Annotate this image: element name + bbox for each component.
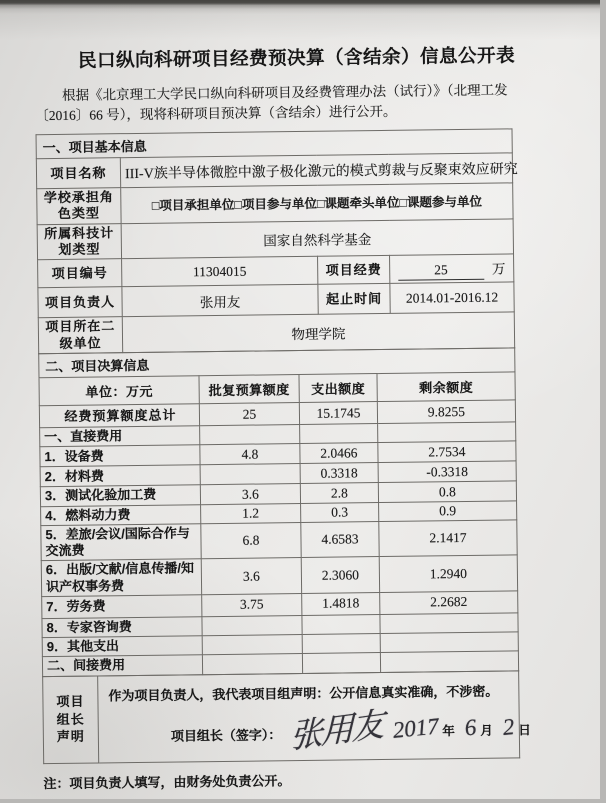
budget-cell-remaining: 0.8: [378, 481, 516, 502]
intro-line-2: 〔2016〕66 号），现将科研项目预决算（含结余）进行公开。: [35, 103, 397, 123]
budget-row-label: 9．其他支出: [42, 636, 202, 657]
handwritten-day: 2: [501, 713, 516, 740]
project-name-label: 项目名称: [36, 158, 120, 189]
plan-type-row: [37, 219, 513, 260]
budget-row-label: 经费预算额度总计: [39, 404, 199, 428]
budget-cell-approved: [202, 654, 302, 674]
page-title: 民口纵向科研项目经费预决算（含结余）信息公开表: [77, 46, 516, 72]
budget-cell-remaining: -0.3318: [378, 461, 516, 483]
budget-cell-spent: [302, 634, 380, 654]
funding-unit: 万: [491, 261, 506, 277]
budget-row-label: 4．燃料动力费: [41, 504, 201, 525]
signature-handwritten: 张用友: [289, 707, 382, 757]
duration-value: 2014.01-2016.12: [390, 282, 514, 314]
section-budget-title: 二、项目决算信息: [39, 348, 515, 378]
role-type-label: 学校承担角色类型: [37, 188, 121, 225]
project-number-value: 11304015: [122, 256, 318, 286]
project-name-value: III-V族半导体微腔中激子极化激元的模式剪裁与反聚束效应研究: [120, 153, 512, 188]
budget-cell-approved: 3.6: [201, 558, 301, 595]
month-character: 月: [480, 723, 493, 738]
budget-row-label: 一、直接费用: [40, 426, 200, 447]
budget-row-label: 3．测试化验加工费: [40, 485, 200, 506]
declaration-body: [98, 670, 531, 762]
col-header-remaining: 剩余额度: [377, 372, 515, 402]
budget-cell-spent: 4.6583: [301, 521, 379, 557]
funding-amount-underlined: 25: [398, 261, 484, 280]
budget-cell-approved: 1.2: [201, 503, 301, 523]
declaration-statement: 作为项目负责人，我代表项目组声明：公开信息真实准确，不涉密。: [108, 683, 499, 703]
pi-label: 项目负责人: [38, 287, 122, 318]
unit-value: 物理学院: [122, 312, 514, 353]
budget-row-publication: [41, 555, 517, 596]
budget-cell-remaining: 9.8255: [377, 400, 515, 424]
budget-cell-remaining: 2.1417: [379, 520, 517, 557]
budget-cell-remaining: 0.9: [379, 500, 517, 521]
budget-cell-approved: [200, 464, 300, 485]
unit-label: 项目所在二级单位: [38, 317, 122, 354]
budget-cell-approved: [202, 615, 302, 635]
footnote: 注：项目负责人填写，由财务处负责公开。: [43, 772, 291, 791]
budget-cell-approved: [200, 425, 300, 445]
role-type-row: [37, 183, 513, 224]
budget-cell-remaining: [378, 422, 516, 443]
duration-label: 起止时间: [318, 284, 390, 315]
budget-row-label: 2．材料费: [40, 465, 200, 487]
photo-top-edge: [0, 0, 600, 14]
budget-cell-remaining: 1.2940: [379, 555, 517, 592]
budget-cell-remaining: [380, 651, 518, 672]
budget-row-label: 5．差旅/会议/国际合作与交流费: [41, 524, 201, 561]
budget-cell-remaining: 2.2682: [380, 591, 518, 615]
budget-row-label: 8．专家咨询费: [42, 617, 202, 638]
intro-paragraph: [35, 80, 521, 125]
budget-cell-approved: 3.75: [202, 593, 302, 616]
role-type-checkbox-options: □项目承担单位□项目参与单位□课题牵头单位□课题参与单位: [121, 183, 513, 223]
handwritten-month: 6: [463, 714, 478, 741]
budget-row-label: 二、间接费用: [42, 655, 202, 676]
col-header-unit: 单位：万元: [39, 376, 199, 406]
handwritten-year: 2017: [391, 713, 440, 743]
budget-row-label: 7．劳务费: [42, 595, 202, 619]
budget-row-label: 6．出版/文献/信息传播/知识产权事务费: [41, 559, 201, 596]
budget-cell-spent: 2.3060: [301, 557, 379, 593]
budget-cell-remaining: [380, 632, 518, 653]
col-header-approved: 批复预算额度: [199, 375, 299, 404]
budget-cell-approved: 6.8: [201, 522, 301, 559]
signature-row: [109, 707, 531, 758]
funding-cell: [390, 254, 514, 284]
budget-cell-remaining: [380, 613, 518, 634]
budget-cell-approved: [202, 635, 302, 655]
col-header-spent: 支出额度: [299, 374, 377, 403]
declaration-label: 项目 组长 声明: [43, 676, 99, 764]
plan-type-value: 国家自然科学基金: [121, 219, 513, 259]
budget-cell-spent: 15.1745: [299, 402, 377, 425]
funding-label: 项目经费: [318, 256, 390, 285]
declaration-row: [43, 670, 520, 763]
budget-cell-approved: 3.6: [200, 484, 300, 504]
budget-row-travel: [41, 520, 517, 561]
day-character: 日: [518, 722, 531, 737]
declaration-table: [42, 670, 531, 764]
budget-cell-spent: 1.4818: [302, 592, 380, 615]
signature-field-label: 项目组长（签字）：: [170, 727, 282, 744]
budget-cell-spent: 0.3318: [300, 463, 378, 484]
budget-cell-spent: 0.3: [301, 502, 379, 522]
year-character: 年: [442, 723, 455, 738]
budget-row-label: 1．设备费: [40, 445, 200, 467]
project-number-label: 项目编号: [38, 259, 122, 288]
budget-cell-approved: 25: [199, 403, 299, 426]
budget-cell-spent: [300, 424, 378, 444]
budget-cell-spent: 2.8: [300, 483, 378, 503]
plan-type-label: 所属科技计划类型: [37, 223, 121, 260]
basic-info-table: [36, 129, 516, 355]
pi-name-value: 张用友: [122, 284, 318, 316]
budget-cell-remaining: 2.7534: [378, 441, 516, 463]
intro-line-1: 根据《北京理工大学民口纵向科研项目及经费管理办法（试行）》（北理工发: [61, 82, 508, 103]
section-basic-info-title: 一、项目基本信息: [36, 129, 512, 159]
budget-cell-spent: [302, 653, 380, 673]
budget-table: [38, 347, 519, 676]
budget-cell-spent: 2.0466: [300, 443, 378, 464]
budget-cell-spent: [302, 614, 380, 634]
budget-cell-approved: 4.8: [200, 444, 300, 465]
